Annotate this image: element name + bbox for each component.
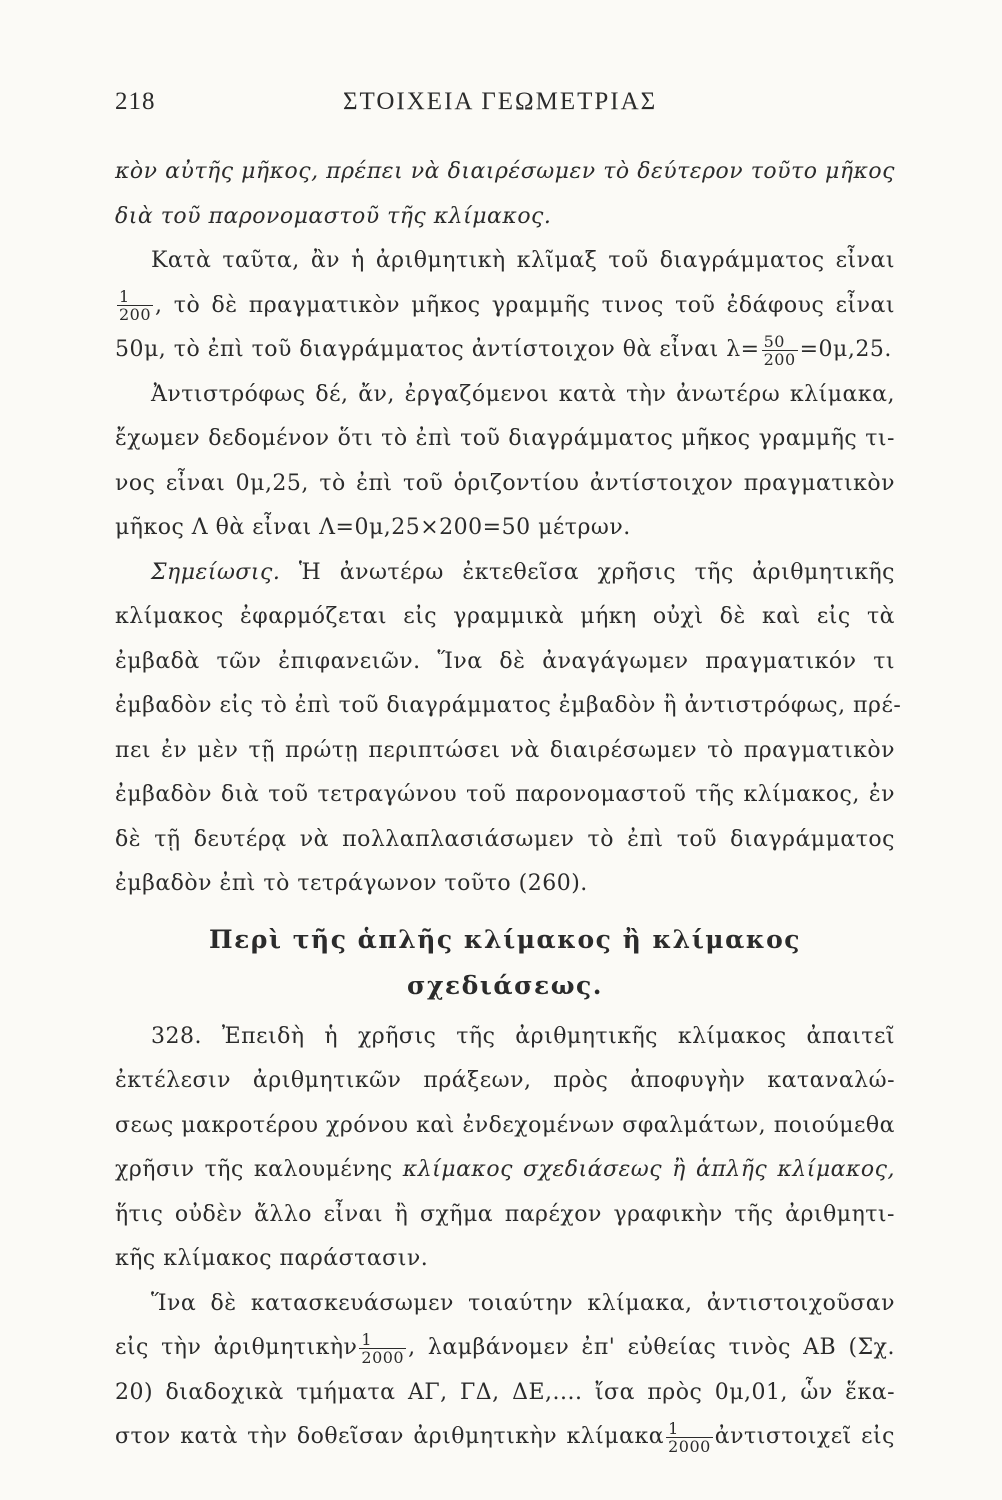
text-line: ἔχωμεν δεδομένον ὅτι τὸ ἐπὶ τοῦ διαγράμματος μῆκος γραμμῆς τι- (115, 426, 895, 451)
italic-term: κλίμακος σχεδιάσεως ἢ ἁπλῆς κλίμακος, (402, 1157, 895, 1182)
page-body (115, 150, 902, 1460)
text-line: σεως μακροτέρου χρόνου καὶ ἐνδεχομένων σφαλμάτων, ποιούμεθα (115, 1112, 895, 1138)
text-line: κὸν αὐτῆς μῆκος, πρέπει νὰ διαιρέσωμεν τὸ δεύτερον τοῦτο μῆκος (115, 159, 895, 184)
page-header (115, 88, 892, 128)
text-line: Σημείωσις. Ἡ ἀνωτέρω ἐκτεθεῖσα χρῆσις τῆς ἀριθμητικῆς (151, 559, 895, 585)
text-line: ἐμβαδὸν διὰ τοῦ τετραγώνου τοῦ παρονομαστοῦ τῆς κλίμακος, ἐν (115, 782, 895, 807)
text-line: Ἀντιστρόφως δέ, ἄν, ἐργαζόμενοι κατὰ τὴν ἀνωτέρω κλίμακα, (151, 381, 895, 407)
text-line: κῆς κλίμακος παράστασιν. (115, 1246, 429, 1271)
paragraph-scale-example (115, 239, 895, 373)
text-line: διὰ τοῦ παρονομαστοῦ τῆς κλίμακος. (115, 203, 552, 229)
text-line: ἐκτέλεσιν ἀριθμητικῶν πράξεων, πρὸς ἀποφυγὴν καταναλώ- (115, 1068, 895, 1093)
fraction: $\frac{1}{2000}$ (361, 1329, 405, 1367)
text-line: Ἵνα δὲ κατασκευάσωμεν τοιαύτην κλίμακα, ἀντιστοιχοῦσαν (151, 1290, 895, 1316)
text-line: ἥτις οὐδὲν ἄλλο εἶναι ἢ σχῆμα παρέχον γραφικὴν τῆς ἀριθμητι- (115, 1201, 895, 1227)
text-line-with-fraction: 50μ, τὸ ἐπὶ τοῦ διαγράμματος ἀντίστοιχον θὰ εἶναι λ= $\frac{50}{200}$ =0μ,25. (115, 331, 892, 369)
text-line-with-fraction: $\frac{1}{200}$ , τὸ δὲ πραγματικὸν μῆκος γραμμῆς τινος τοῦ ἐδάφους εἶναι (119, 287, 895, 324)
fraction: $\frac{1}{200}$ (119, 287, 152, 324)
section-heading: Περὶ τῆς ἁπλῆς κλίμακος ἢ κλίμακος (209, 924, 801, 954)
text-line: ἐμβαδὸν ἐπὶ τὸ τετράγωνον τοῦτο (260). (115, 871, 588, 896)
paragraph-note (115, 551, 902, 907)
text-line-with-fraction: στον κατὰ τὴν δοθεῖσαν ἀριθμητικὴν κλίμακα $\frac{1}{2000}$ ἀντιστοιχεῖ εἰς (115, 1418, 895, 1456)
text-line: νος εἶναι 0μ,25, τὸ ἐπὶ τοῦ ὁριζοντίου ἀντίστοιχον πραγματικὸν (115, 470, 895, 496)
paragraph-inverse (115, 373, 895, 551)
text-line: 328. Ἐπειδὴ ἡ χρῆσις τῆς ἀριθμητικῆς κλίμακος ἀπαιτεῖ (151, 1023, 895, 1049)
fraction: $\frac{1}{2000}$ (668, 1418, 711, 1456)
text-line: 20) διαδοχικὰ τμήματα ΑΓ, ΓΔ, ΔΕ,.... ἴσα πρὸς 0μ,01, ὧν ἕκα- (115, 1379, 895, 1405)
paragraph-continuation (115, 150, 895, 239)
text-line: ἐμβαδὸν εἰς τὸ ἐπὶ τοῦ διαγράμματος ἐμβαδὸν ἢ ἀντιστρόφως, πρέ- (115, 693, 902, 718)
text-line: μῆκος Λ θὰ εἶναι Λ=0μ,25×200=50 μέτρων. (115, 515, 631, 540)
page-number: 218 (115, 88, 156, 115)
running-title: ΣΤΟΙΧΕΙΑ ΓΕΩΜΕΤΡΙΑΣ (343, 88, 658, 115)
paragraph-328 (115, 1015, 895, 1282)
text-line: Κατὰ ταῦτα, ἂν ἡ ἀριθμητικὴ κλῖμαξ τοῦ διαγράμματος εἶναι (151, 248, 895, 273)
text-line: πει ἐν μὲν τῇ πρώτῃ περιπτώσει νὰ διαιρέσωμεν τὸ πραγματικὸν (115, 737, 895, 763)
text-line: χρῆσιν τῆς καλουμένης κλίμακος σχεδιάσεως ἢ ἁπλῆς κλίμακος, (115, 1157, 895, 1182)
text-line-with-fraction: εἰς τὴν ἀριθμητικὴν $\frac{1}{2000}$ , λαμβάνομεν ἐπ' εὐθείας τινὸς ΑΒ (Σχ. (115, 1329, 895, 1367)
text-line: δὲ τῇ δευτέρᾳ νὰ πολλαπλασιάσωμεν τὸ ἐπὶ τοῦ διαγράμματος (115, 826, 895, 852)
fraction: $\frac{50}{200}$ (763, 331, 796, 369)
section-heading: σχεδιάσεως. (407, 970, 603, 1000)
note-label: Σημείωσις. (151, 559, 281, 585)
paragraph-construction (115, 1282, 895, 1460)
text-line: ἐμβαδὰ τῶν ἐπιφανειῶν. Ἵνα δὲ ἀναγάγωμεν πραγματικόν τι (115, 648, 895, 674)
text-line: κλίμακος ἐφαρμόζεται εἰς γραμμικὰ μήκη οὐχὶ δὲ καὶ εἰς τὰ (115, 604, 895, 629)
